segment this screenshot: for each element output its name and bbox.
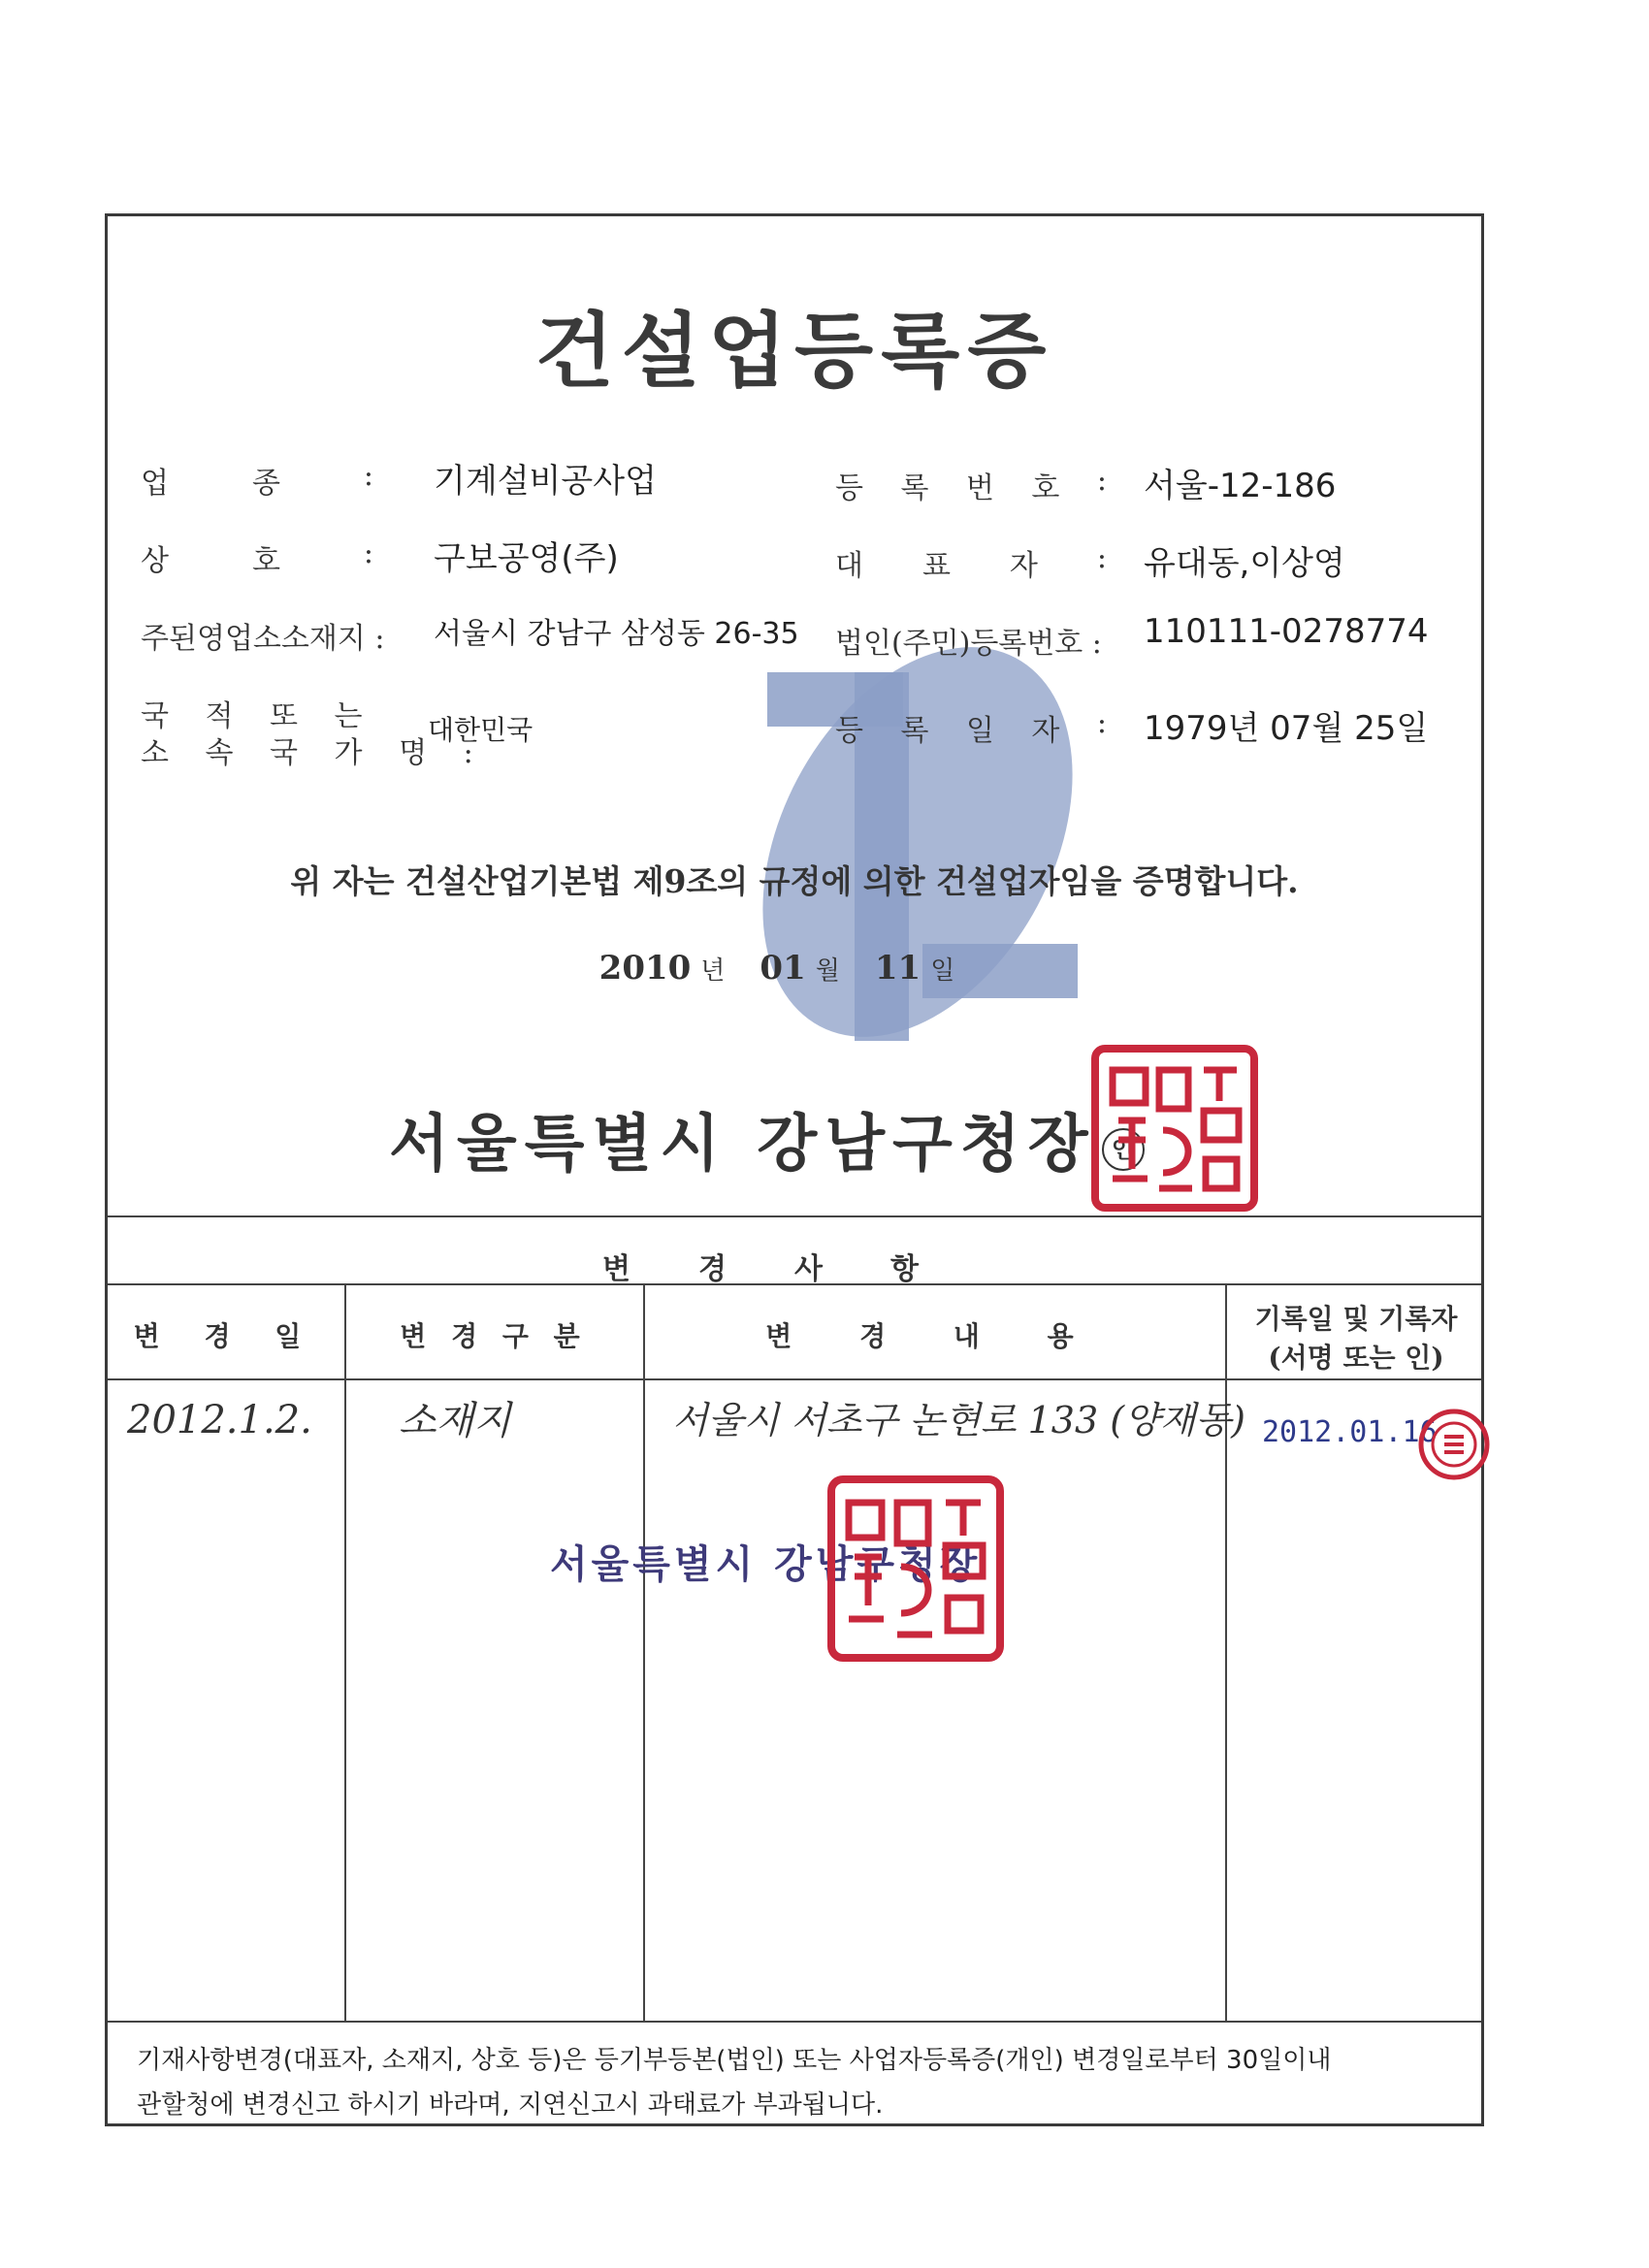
certificate-frame [105, 213, 1484, 2126]
nationality-value: 대한민국 [428, 714, 534, 746]
registration-number-value: 서울-12-186 [1144, 467, 1337, 505]
notice-line2: 관할청에 변경신고 하시기 바라며, 지연신고시 과태료가 부과됩니다. [137, 2090, 884, 2120]
divider-line [108, 1215, 1481, 1217]
trade-name-label: 상 호 : [141, 536, 373, 578]
registration-number-label: 등 록 번 호 : [835, 464, 1107, 505]
corporate-number-label: 법인(주민)등록번호 : [835, 627, 1102, 661]
notice-text [137, 2038, 1331, 2127]
divider-line [108, 1283, 1481, 1285]
representative-value: 유대동,이상영 [1144, 544, 1345, 583]
divider-line [108, 2021, 1481, 2023]
column-divider [344, 1283, 346, 2021]
table-row-issuer-stamp: 서울특별시 강남구청장 [550, 1541, 982, 1587]
registration-date-label: 등 록 일 자 : [835, 706, 1107, 748]
table-row-record-date: 2012.01.16 [1262, 1415, 1438, 1449]
header-change-content: 변 경 내 용 [765, 1320, 1103, 1352]
business-type-label: 업 종 : [141, 459, 373, 501]
seal-mark-icon: 인 [1102, 1128, 1145, 1171]
business-type-value: 기계설비공사업 [434, 462, 657, 501]
changes-section-title: 변경사항 [602, 1252, 986, 1286]
table-row-change-type: 소재지 [399, 1399, 511, 1443]
corporate-number-value: 110111-0278774 [1144, 612, 1429, 651]
issue-date: 2010 년 01 월 11 일 [598, 949, 955, 988]
nationality-label-line2: 소 속 국 가 명 : [141, 736, 487, 770]
table-row-change-content: 서울시 서초구 논현로 133 (양재동) [672, 1399, 1245, 1442]
column-divider [643, 1283, 645, 2021]
header-change-type: 변 경 구 분 [400, 1320, 588, 1352]
issuer-name: 서울특별시 강남구청장 인 [389, 1094, 1145, 1183]
registration-date-value: 1979년 07월 25일 [1144, 709, 1429, 748]
main-office-value: 서울시 강남구 삼성동 26-35 [434, 617, 799, 651]
document-title: 건설업등록증 [534, 303, 1054, 399]
table-row-change-date: 2012.1.2. [127, 1398, 312, 1442]
change-seal-icon [825, 1474, 1006, 1664]
representative-label: 대 표 자 : [835, 541, 1107, 583]
trade-name-value: 구보공영(주) [434, 539, 619, 578]
header-change-date: 변 경 일 [133, 1320, 319, 1352]
header-record-line1: 기록일 및 기록자 [1254, 1303, 1458, 1335]
official-seal-icon [1089, 1043, 1260, 1214]
main-office-label: 주된영업소소재지 : [141, 622, 385, 656]
certification-text: 위 자는 건설산업기본법 제9조의 규정에 의한 건설업자임을 증명합니다. [290, 862, 1299, 900]
watermark-logo [661, 633, 1116, 1060]
round-seal-icon [1415, 1406, 1493, 1483]
divider-line [108, 1378, 1481, 1380]
notice-line1: 기재사항변경(대표자, 소재지, 상호 등)은 등기부등본(법인) 또는 사업자등록증(개인) 변경일로부터 30일이내 [137, 2046, 1332, 2075]
nationality-label-line1: 국 적 또 는 [141, 699, 376, 733]
header-record-line2: (서명 또는 인) [1268, 1342, 1444, 1374]
